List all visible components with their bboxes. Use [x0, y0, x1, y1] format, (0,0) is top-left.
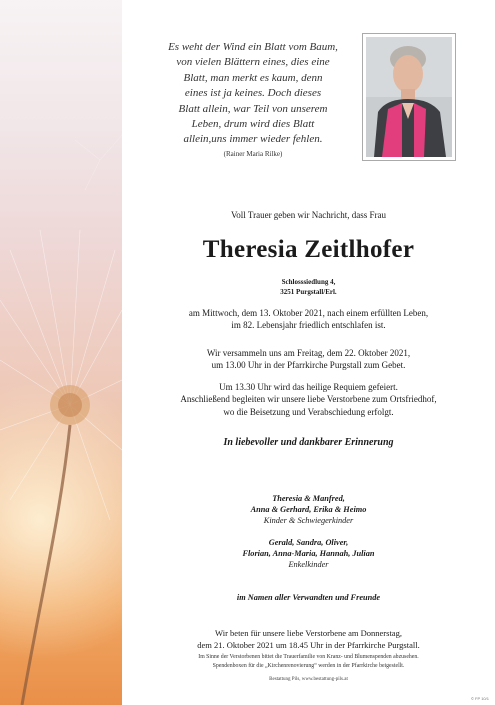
- poem-line: allein,uns immer wieder fehlen.: [183, 133, 323, 146]
- children-block: [122, 493, 495, 527]
- poem-line: Es weht der Wind ein Blatt vom Baum,: [168, 41, 338, 53]
- death-line: im 82. Lebensjahr friedlich entschlafen ist.: [231, 320, 386, 331]
- prayer-info: [122, 628, 495, 651]
- requiem-line: Anschließend begleiten wir unsere liebe Verstorbene zum Ortsfriedhof,: [180, 394, 437, 405]
- requiem-line: Um 13.30 Uhr wird das heilige Requiem gefeiert.: [219, 382, 398, 392]
- poem-line: Leben, drum wird dies Blatt: [191, 118, 315, 131]
- intro-text: Voll Trauer geben wir Nachricht, dass Frau: [230, 210, 387, 220]
- grandchildren-names: Florian, Anna-Maria, Hannah, Julian: [242, 549, 375, 559]
- meeting-line: Wir versammeln uns am Freitag, dem 22. Oktober 2021,: [206, 348, 411, 358]
- deceased-name: Theresia Zeitlhofer: [202, 236, 415, 263]
- prayer-line: Wir beten für unsere liebe Verstorbene am Donnerstag,: [215, 628, 402, 638]
- print-code: © FP 10/1: [471, 696, 489, 701]
- poem: [140, 40, 366, 159]
- memory-heading: In liebevoller und dankbarer Erinnerung: [223, 437, 394, 448]
- requiem-line: wo die Beisetzung und Verabschiedung erfolgt.: [223, 406, 394, 417]
- children-names: Theresia & Manfred,: [272, 494, 345, 503]
- requiem-info: [122, 381, 495, 418]
- grandchildren-names: Gerald, Sandra, Oliver,: [268, 538, 349, 547]
- portrait-image: [366, 37, 452, 157]
- note-line: Spendenboxen für die „Kirchenrenovierung“ werden in der Pfarrkirche beigestellt.: [212, 662, 405, 669]
- meeting-line: um 13.00 Uhr in der Pfarrkirche Purgstall zum Gebet.: [211, 360, 406, 371]
- prayer-line: dem 21. Oktober 2021 um 18.45 Uhr in der Pfarrkirche Purgstall.: [197, 639, 420, 650]
- address-line: Schlosssiedlung 4,: [281, 278, 336, 286]
- funeral-home: Bestattung Pils, www.bestattung-pils.at: [269, 677, 348, 682]
- poem-line: von vielen Blättern eines, dies eine: [176, 56, 330, 69]
- poem-line: Blatt allein, war Teil von unserem: [178, 102, 328, 115]
- donation-note: [122, 653, 495, 670]
- poem-line: eines ist ja keines. Doch dieses: [184, 87, 322, 100]
- all-relatives: im Namen aller Verwandten und Freunde: [236, 593, 381, 602]
- note-line: Im Sinne der Verstorbenen bittet die Trauerfamilie von Kranz- und Blumenspenden abzusehen.: [198, 654, 419, 660]
- poem-line: Blatt, man merkt es kaum, denn: [183, 71, 323, 84]
- grandchildren-block: [122, 537, 495, 571]
- poem-author: (Rainer Maria Rilke): [223, 149, 283, 158]
- portrait-photo: [362, 33, 456, 161]
- children-names: Anna & Gerhard, Erika & Heimo: [250, 505, 367, 515]
- prayer-meeting: [122, 347, 495, 372]
- grandchildren-label: Enkelkinder: [288, 560, 329, 570]
- children-label: Kinder & Schwiegerkinder: [263, 516, 354, 526]
- dandelion-sunset-image: [0, 0, 122, 705]
- death-line: am Mittwoch, dem 13. Oktober 2021, nach einem erfüllten Leben,: [188, 308, 429, 318]
- address-line: 3251 Purgstall/Erl.: [280, 288, 337, 296]
- obituary-content: [122, 0, 495, 705]
- death-notice: [122, 307, 495, 332]
- address: [122, 277, 495, 297]
